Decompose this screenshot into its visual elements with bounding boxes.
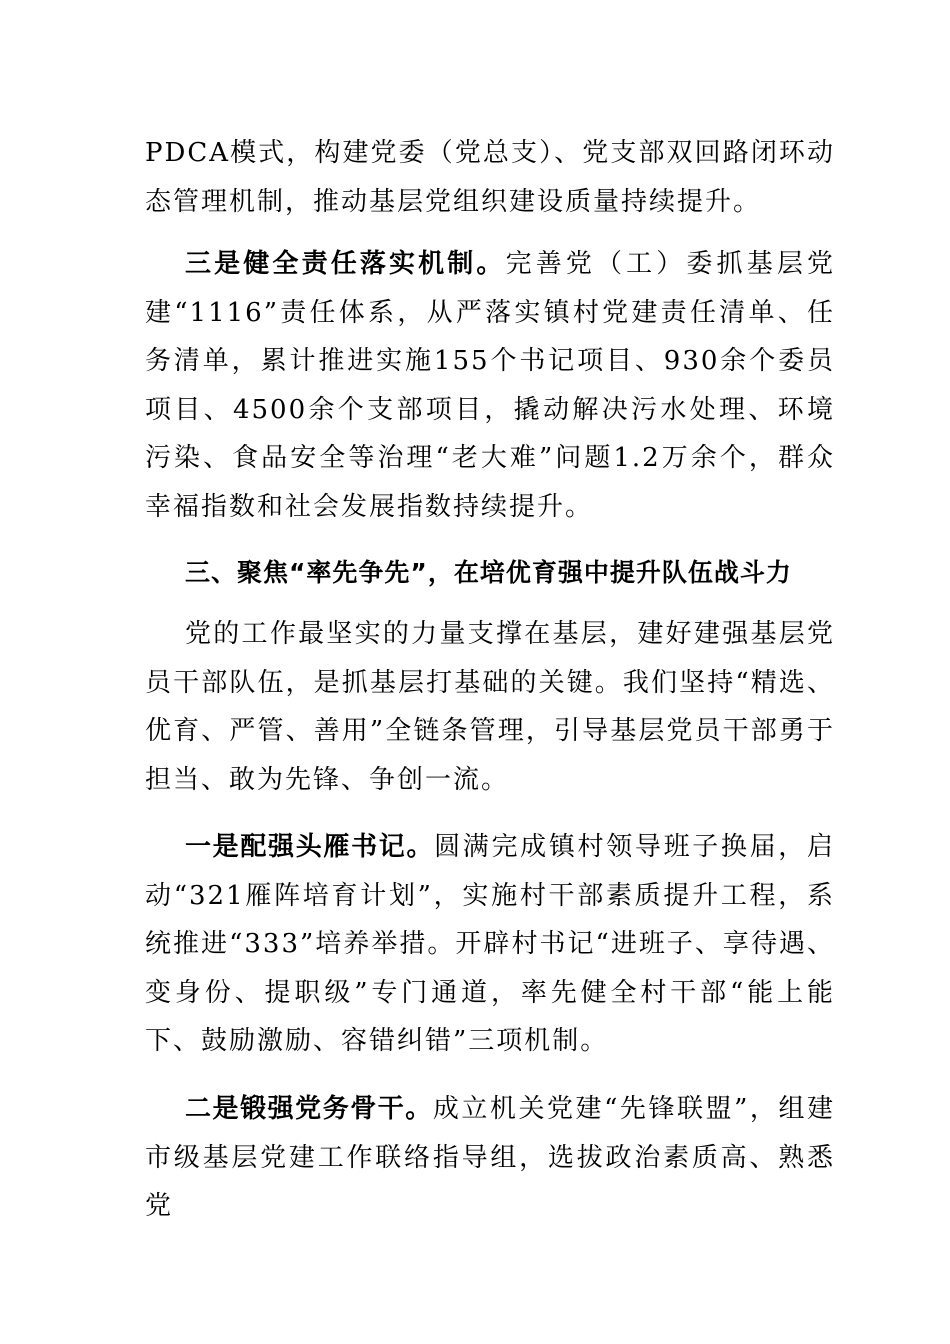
paragraph-text: PDCA模式，构建党委（党总支）、党支部双回路闭环动态管理机制，推动基层党组织建设质量持续提升。	[145, 138, 835, 217]
paragraph-responsibility-mechanism	[145, 240, 835, 531]
paragraph-party-backbone	[145, 1085, 835, 1231]
paragraph-lead-heading: 三是健全责任落实机制。	[185, 249, 506, 279]
paragraph-text: 完善党（工）委抓基层党建“1116”责任体系，从严落实镇村党建责任清单、任务清单，累计推进实施155个书记项目、930余个委员项目、4500余个支部项目，撬动解决污水处理、环境污染、食品安全等治理“老大难”问题1.2万余个，群众幸福指数和社会发展指数持续提升。	[145, 249, 835, 522]
paragraph-text: 圆满完成镇村领导班子换届，启动“321雁阵培育计划”，实施村干部素质提升工程，系统推进“333”培养举措。开辟村书记“进班子、享待遇、变身份、提职级”专门通道，率先健全村干部“能上能下、鼓励激励、容错纠错”三项机制。	[145, 832, 835, 1056]
section-heading: 三、聚焦“率先争先”，在培优育强中提升队伍战斗力	[185, 558, 792, 587]
paragraph-team-building	[145, 610, 835, 804]
paragraph-village-secretary	[145, 823, 835, 1066]
paragraph-text: 党的工作最坚实的力量支撑在基层，建好建强基层党员干部队伍，是抓基层打基础的关键。我们坚持“精选、优育、严管、善用”全链条管理，引导基层党员干部勇于担当、敢为先锋、争创一流。	[145, 619, 835, 795]
paragraph-text: 成立机关党建“先锋联盟”，组建市级基层党建工作联络指导组，选拔政治素质高、熟悉党	[145, 1094, 835, 1221]
paragraph-continued	[145, 129, 835, 226]
paragraph-lead-heading: 二是锻强党务骨干。	[185, 1094, 433, 1124]
paragraph-lead-heading: 一是配强头雁书记。	[185, 832, 435, 862]
